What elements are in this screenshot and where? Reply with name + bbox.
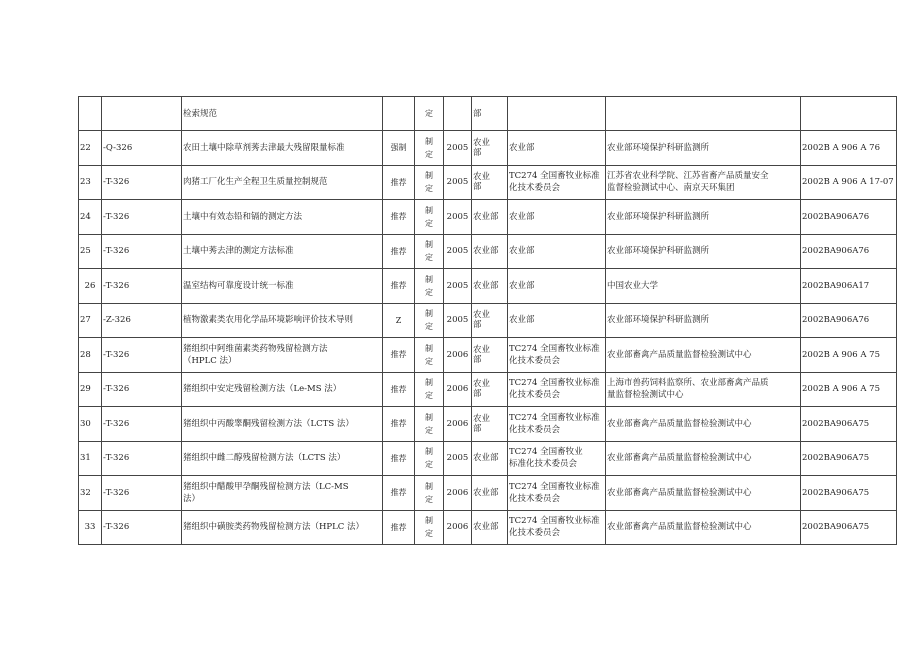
dept-line: 农业部 bbox=[473, 280, 499, 291]
status-line: 制 bbox=[425, 240, 433, 250]
table-row bbox=[79, 441, 897, 476]
cell-number: 30 bbox=[79, 407, 102, 442]
cell-type: 推荐 bbox=[383, 372, 415, 407]
cell-organization bbox=[508, 200, 606, 235]
cell-plan-number: 2002BA906A76 bbox=[801, 234, 897, 269]
table-row bbox=[79, 200, 897, 235]
title-line: 检索规范 bbox=[183, 108, 218, 119]
cell-unit bbox=[606, 476, 801, 511]
cell-number: 24 bbox=[79, 200, 102, 235]
cell-status bbox=[415, 97, 444, 131]
cell-department bbox=[472, 131, 508, 166]
cell-department bbox=[472, 269, 508, 304]
status-line: 定 bbox=[425, 425, 433, 435]
status-line: 制 bbox=[425, 274, 433, 284]
table-row bbox=[79, 407, 897, 442]
org-line: 化技术委员会 bbox=[509, 528, 561, 539]
cell-title bbox=[182, 131, 383, 166]
cell-plan-number: 2002B A 906 A 75 bbox=[801, 372, 897, 407]
cell-organization bbox=[508, 476, 606, 511]
cell-organization bbox=[508, 165, 606, 200]
status-line: 定 bbox=[425, 253, 433, 263]
title-line: 土壤中莠去津的测定方法标准 bbox=[183, 246, 294, 257]
status-line: 定 bbox=[425, 529, 433, 539]
org-line: TC274 全国畜牧业标准 bbox=[509, 171, 600, 182]
cell-title bbox=[182, 269, 383, 304]
status-line: 定 bbox=[425, 184, 433, 194]
org-line: 化技术委员会 bbox=[509, 493, 561, 504]
org-line: 化技术委员会 bbox=[509, 355, 561, 366]
cell-department bbox=[472, 303, 508, 338]
cell-code: -T-326 bbox=[102, 234, 182, 269]
title-line: 农田土壤中除草剂莠去津最大残留限量标准 bbox=[183, 142, 345, 153]
dept-line: 农业部 bbox=[473, 211, 499, 222]
cell-status bbox=[415, 131, 444, 166]
status-line: 制 bbox=[425, 378, 433, 388]
dept-line: 部 bbox=[473, 423, 482, 434]
cell-type: 推荐 bbox=[383, 476, 415, 511]
dept-line: 农业部 bbox=[473, 487, 499, 498]
cell-title bbox=[182, 200, 383, 235]
cell-year: 2006 bbox=[444, 407, 472, 442]
status-line: 定 bbox=[425, 218, 433, 228]
unit-line: 农业部环境保护科研监测所 bbox=[607, 315, 710, 326]
cell-status bbox=[415, 372, 444, 407]
cell-title bbox=[182, 234, 383, 269]
cell-department bbox=[472, 441, 508, 476]
dept-line: 部 bbox=[473, 354, 482, 365]
cell-year: 2005 bbox=[444, 165, 472, 200]
unit-line: 农业部畜禽产品质量监督检验测试中心 bbox=[607, 453, 752, 464]
cell-number bbox=[79, 97, 102, 131]
cell-year: 2006 bbox=[444, 476, 472, 511]
title-line: 猪组织中安定残留检测方法（Le-MS 法） bbox=[183, 384, 342, 395]
table-row bbox=[79, 131, 897, 166]
dept-line: 部 bbox=[473, 320, 482, 331]
cell-status bbox=[415, 407, 444, 442]
cell-type: Z bbox=[383, 303, 415, 338]
cell-department bbox=[472, 165, 508, 200]
title-line: 温室结构可靠度设计统一标准 bbox=[183, 280, 294, 291]
cell-unit bbox=[606, 165, 801, 200]
cell-unit bbox=[606, 338, 801, 373]
cell-type: 推荐 bbox=[383, 200, 415, 235]
cell-department bbox=[472, 510, 508, 545]
unit-line: 农业部环境保护科研监测所 bbox=[607, 211, 710, 222]
dept-line: 农业部 bbox=[473, 522, 499, 533]
cell-title bbox=[182, 165, 383, 200]
title-line: 猪组织中雌二醇残留检测方法（LCTS 法） bbox=[183, 453, 346, 464]
status-line: 制 bbox=[425, 136, 433, 146]
dept-line: 部 bbox=[473, 182, 482, 193]
cell-status bbox=[415, 165, 444, 200]
unit-line: 上海市兽药饲料监察所、农业部畜禽产品质 bbox=[607, 378, 769, 389]
cell-number: 32 bbox=[79, 476, 102, 511]
title-line: 猪组织中丙酸睾酮残留检测方法（LCTS 法） bbox=[183, 418, 354, 429]
cell-code: -T-326 bbox=[102, 338, 182, 373]
status-line: 制 bbox=[425, 343, 433, 353]
cell-plan-number: 2002BA906A75 bbox=[801, 407, 897, 442]
cell-plan-number: 2002BA906A75 bbox=[801, 510, 897, 545]
status-line: 制 bbox=[425, 171, 433, 181]
table-row bbox=[79, 510, 897, 545]
table-row bbox=[79, 165, 897, 200]
cell-type: 推荐 bbox=[383, 510, 415, 545]
table-row bbox=[79, 372, 897, 407]
table-row bbox=[79, 269, 897, 304]
cell-year: 2005 bbox=[444, 200, 472, 235]
cell-number: 23 bbox=[79, 165, 102, 200]
cell-code: -T-326 bbox=[102, 269, 182, 304]
cell-department bbox=[472, 338, 508, 373]
cell-department bbox=[472, 372, 508, 407]
unit-line: 农业部环境保护科研监测所 bbox=[607, 142, 710, 153]
cell-status bbox=[415, 476, 444, 511]
status-line: 定 bbox=[425, 287, 433, 297]
cell-plan-number: 2002BA906A76 bbox=[801, 200, 897, 235]
org-line: 农业部 bbox=[509, 246, 535, 257]
unit-line: 农业部环境保护科研监测所 bbox=[607, 246, 710, 257]
org-line: 农业部 bbox=[509, 280, 535, 291]
org-line: TC274 全国畜牧业标准 bbox=[509, 481, 600, 492]
cell-number: 29 bbox=[79, 372, 102, 407]
cell-title bbox=[182, 441, 383, 476]
cell-title bbox=[182, 372, 383, 407]
dept-line: 农业 bbox=[473, 172, 491, 183]
title-line: 法） bbox=[183, 493, 201, 504]
cell-year: 2005 bbox=[444, 269, 472, 304]
cell-status bbox=[415, 200, 444, 235]
cell-number: 25 bbox=[79, 234, 102, 269]
title-line: 植物激素类农用化学品环境影响评价技术导则 bbox=[183, 315, 354, 326]
cell-code: -T-326 bbox=[102, 510, 182, 545]
cell-status bbox=[415, 303, 444, 338]
cell-year: 2006 bbox=[444, 338, 472, 373]
org-line: TC274 全国畜牧业标准 bbox=[509, 412, 600, 423]
cell-year bbox=[444, 97, 472, 131]
unit-line: 江苏省农业科学院、江苏省畜产品质量安全 bbox=[607, 171, 769, 182]
dept-line: 农业部 bbox=[473, 453, 499, 464]
cell-title bbox=[182, 97, 383, 131]
cell-plan-number: 2002BA906A75 bbox=[801, 476, 897, 511]
status-line: 定 bbox=[425, 391, 433, 401]
cell-code bbox=[102, 97, 182, 131]
cell-year: 2005 bbox=[444, 131, 472, 166]
org-line: 化技术委员会 bbox=[509, 390, 561, 401]
cell-title bbox=[182, 510, 383, 545]
title-line: （HPLC 法） bbox=[183, 355, 237, 366]
table-row bbox=[79, 234, 897, 269]
table-row bbox=[79, 476, 897, 511]
cell-status bbox=[415, 234, 444, 269]
status-line: 制 bbox=[425, 412, 433, 422]
dept-line: 农业 bbox=[473, 137, 491, 148]
cell-unit bbox=[606, 303, 801, 338]
unit-line: 监督检验测试中心、南京天环集团 bbox=[607, 183, 735, 194]
title-line: 猪组织中醋酸甲孕酮残留检测方法（LC-MS bbox=[183, 481, 349, 492]
org-line: 化技术委员会 bbox=[509, 424, 561, 435]
cell-organization bbox=[508, 234, 606, 269]
status-line: 制 bbox=[425, 447, 433, 457]
dept-line: 农业 bbox=[473, 310, 491, 321]
table-row bbox=[79, 303, 897, 338]
cell-status bbox=[415, 338, 444, 373]
cell-status bbox=[415, 269, 444, 304]
dept-line: 农业 bbox=[473, 379, 491, 390]
cell-plan-number: 2002B A 906 A 17-07 bbox=[801, 165, 897, 200]
cell-type: 强制 bbox=[383, 131, 415, 166]
cell-unit bbox=[606, 441, 801, 476]
status-line: 定 bbox=[425, 494, 433, 504]
unit-line: 农业部畜禽产品质量监督检验测试中心 bbox=[607, 349, 752, 360]
cell-code: -T-326 bbox=[102, 165, 182, 200]
cell-department bbox=[472, 97, 508, 131]
org-line: TC274 全国畜牧业标准 bbox=[509, 516, 600, 527]
cell-organization bbox=[508, 407, 606, 442]
cell-unit bbox=[606, 372, 801, 407]
cell-organization bbox=[508, 97, 606, 131]
cell-number: 26 bbox=[79, 269, 102, 304]
cell-department bbox=[472, 476, 508, 511]
org-line: TC274 全国畜牧业标准 bbox=[509, 343, 600, 354]
cell-department bbox=[472, 234, 508, 269]
unit-line: 量监督检验测试中心 bbox=[607, 390, 684, 401]
cell-code: -T-326 bbox=[102, 476, 182, 511]
org-line: 农业部 bbox=[509, 315, 535, 326]
cell-type: 推荐 bbox=[383, 441, 415, 476]
org-line: TC274 全国畜牧业 bbox=[509, 447, 583, 458]
unit-line: 农业部畜禽产品质量监督检验测试中心 bbox=[607, 522, 752, 533]
title-line: 土壤中有效态铅和镉的测定方法 bbox=[183, 211, 303, 222]
cell-organization bbox=[508, 131, 606, 166]
cell-title bbox=[182, 476, 383, 511]
cell-number: 28 bbox=[79, 338, 102, 373]
cell-number: 27 bbox=[79, 303, 102, 338]
cell-department bbox=[472, 200, 508, 235]
cell-organization bbox=[508, 338, 606, 373]
cell-organization bbox=[508, 269, 606, 304]
status-line: 定 bbox=[425, 149, 433, 159]
org-line: TC274 全国畜牧业标准 bbox=[509, 378, 600, 389]
cell-type bbox=[383, 97, 415, 131]
cell-type: 推荐 bbox=[383, 269, 415, 304]
status-line: 定 bbox=[425, 109, 433, 118]
dept-line: 部 bbox=[473, 108, 482, 119]
cell-plan-number: 2002BA906A75 bbox=[801, 441, 897, 476]
cell-organization bbox=[508, 303, 606, 338]
dept-line: 部 bbox=[473, 147, 482, 158]
cell-code: -T-326 bbox=[102, 407, 182, 442]
cell-type: 推荐 bbox=[383, 234, 415, 269]
cell-plan-number: 2002BA906A76 bbox=[801, 303, 897, 338]
org-line: 农业部 bbox=[509, 142, 535, 153]
cell-number: 33 bbox=[79, 510, 102, 545]
cell-plan-number bbox=[801, 97, 897, 131]
cell-number: 22 bbox=[79, 131, 102, 166]
cell-status bbox=[415, 510, 444, 545]
cell-status bbox=[415, 441, 444, 476]
cell-year: 2005 bbox=[444, 234, 472, 269]
status-line: 制 bbox=[425, 481, 433, 491]
cell-type: 推荐 bbox=[383, 407, 415, 442]
status-line: 定 bbox=[425, 356, 433, 366]
org-line: 农业部 bbox=[509, 211, 535, 222]
standards-table-body bbox=[79, 97, 897, 545]
dept-line: 农业 bbox=[473, 413, 491, 424]
status-line: 定 bbox=[425, 460, 433, 470]
table-row bbox=[79, 97, 897, 131]
cell-type: 推荐 bbox=[383, 338, 415, 373]
cell-unit bbox=[606, 97, 801, 131]
org-line: 标准化技术委员会 bbox=[509, 459, 578, 470]
cell-year: 2006 bbox=[444, 510, 472, 545]
cell-title bbox=[182, 407, 383, 442]
org-line: 化技术委员会 bbox=[509, 183, 561, 194]
status-line: 制 bbox=[425, 309, 433, 319]
cell-title bbox=[182, 303, 383, 338]
cell-year: 2005 bbox=[444, 303, 472, 338]
unit-line: 中国农业大学 bbox=[607, 280, 659, 291]
unit-line: 农业部畜禽产品质量监督检验测试中心 bbox=[607, 418, 752, 429]
cell-unit bbox=[606, 407, 801, 442]
cell-organization bbox=[508, 441, 606, 476]
dept-line: 农业部 bbox=[473, 246, 499, 257]
cell-unit bbox=[606, 234, 801, 269]
status-line: 定 bbox=[425, 322, 433, 332]
cell-code: -Z-326 bbox=[102, 303, 182, 338]
title-line: 肉猪工厂化生产全程卫生质量控制规范 bbox=[183, 177, 328, 188]
cell-organization bbox=[508, 510, 606, 545]
cell-unit bbox=[606, 510, 801, 545]
cell-organization bbox=[508, 372, 606, 407]
cell-title bbox=[182, 338, 383, 373]
cell-unit bbox=[606, 131, 801, 166]
dept-line: 部 bbox=[473, 389, 482, 400]
cell-plan-number: 2002BA906A17 bbox=[801, 269, 897, 304]
dept-line: 农业 bbox=[473, 344, 491, 355]
status-line: 制 bbox=[425, 205, 433, 215]
cell-department bbox=[472, 407, 508, 442]
cell-year: 2005 bbox=[444, 441, 472, 476]
cell-code: -T-326 bbox=[102, 372, 182, 407]
title-line: 猪组织中磺胺类药物残留检测方法（HPLC 法） bbox=[183, 522, 364, 533]
cell-plan-number: 2002B A 906 A 75 bbox=[801, 338, 897, 373]
cell-code: -Q-326 bbox=[102, 131, 182, 166]
title-line: 猪组织中阿维菌素类药物残留检测方法 bbox=[183, 343, 328, 354]
unit-line: 农业部畜禽产品质量监督检验测试中心 bbox=[607, 487, 752, 498]
cell-unit bbox=[606, 200, 801, 235]
cell-year: 2006 bbox=[444, 372, 472, 407]
cell-unit bbox=[606, 269, 801, 304]
cell-number: 31 bbox=[79, 441, 102, 476]
cell-code: -T-326 bbox=[102, 200, 182, 235]
cell-type: 推荐 bbox=[383, 165, 415, 200]
status-line: 制 bbox=[425, 516, 433, 526]
table-row bbox=[79, 338, 897, 373]
cell-plan-number: 2002B A 906 A 76 bbox=[801, 131, 897, 166]
standards-table bbox=[78, 96, 897, 545]
cell-code: -T-326 bbox=[102, 441, 182, 476]
